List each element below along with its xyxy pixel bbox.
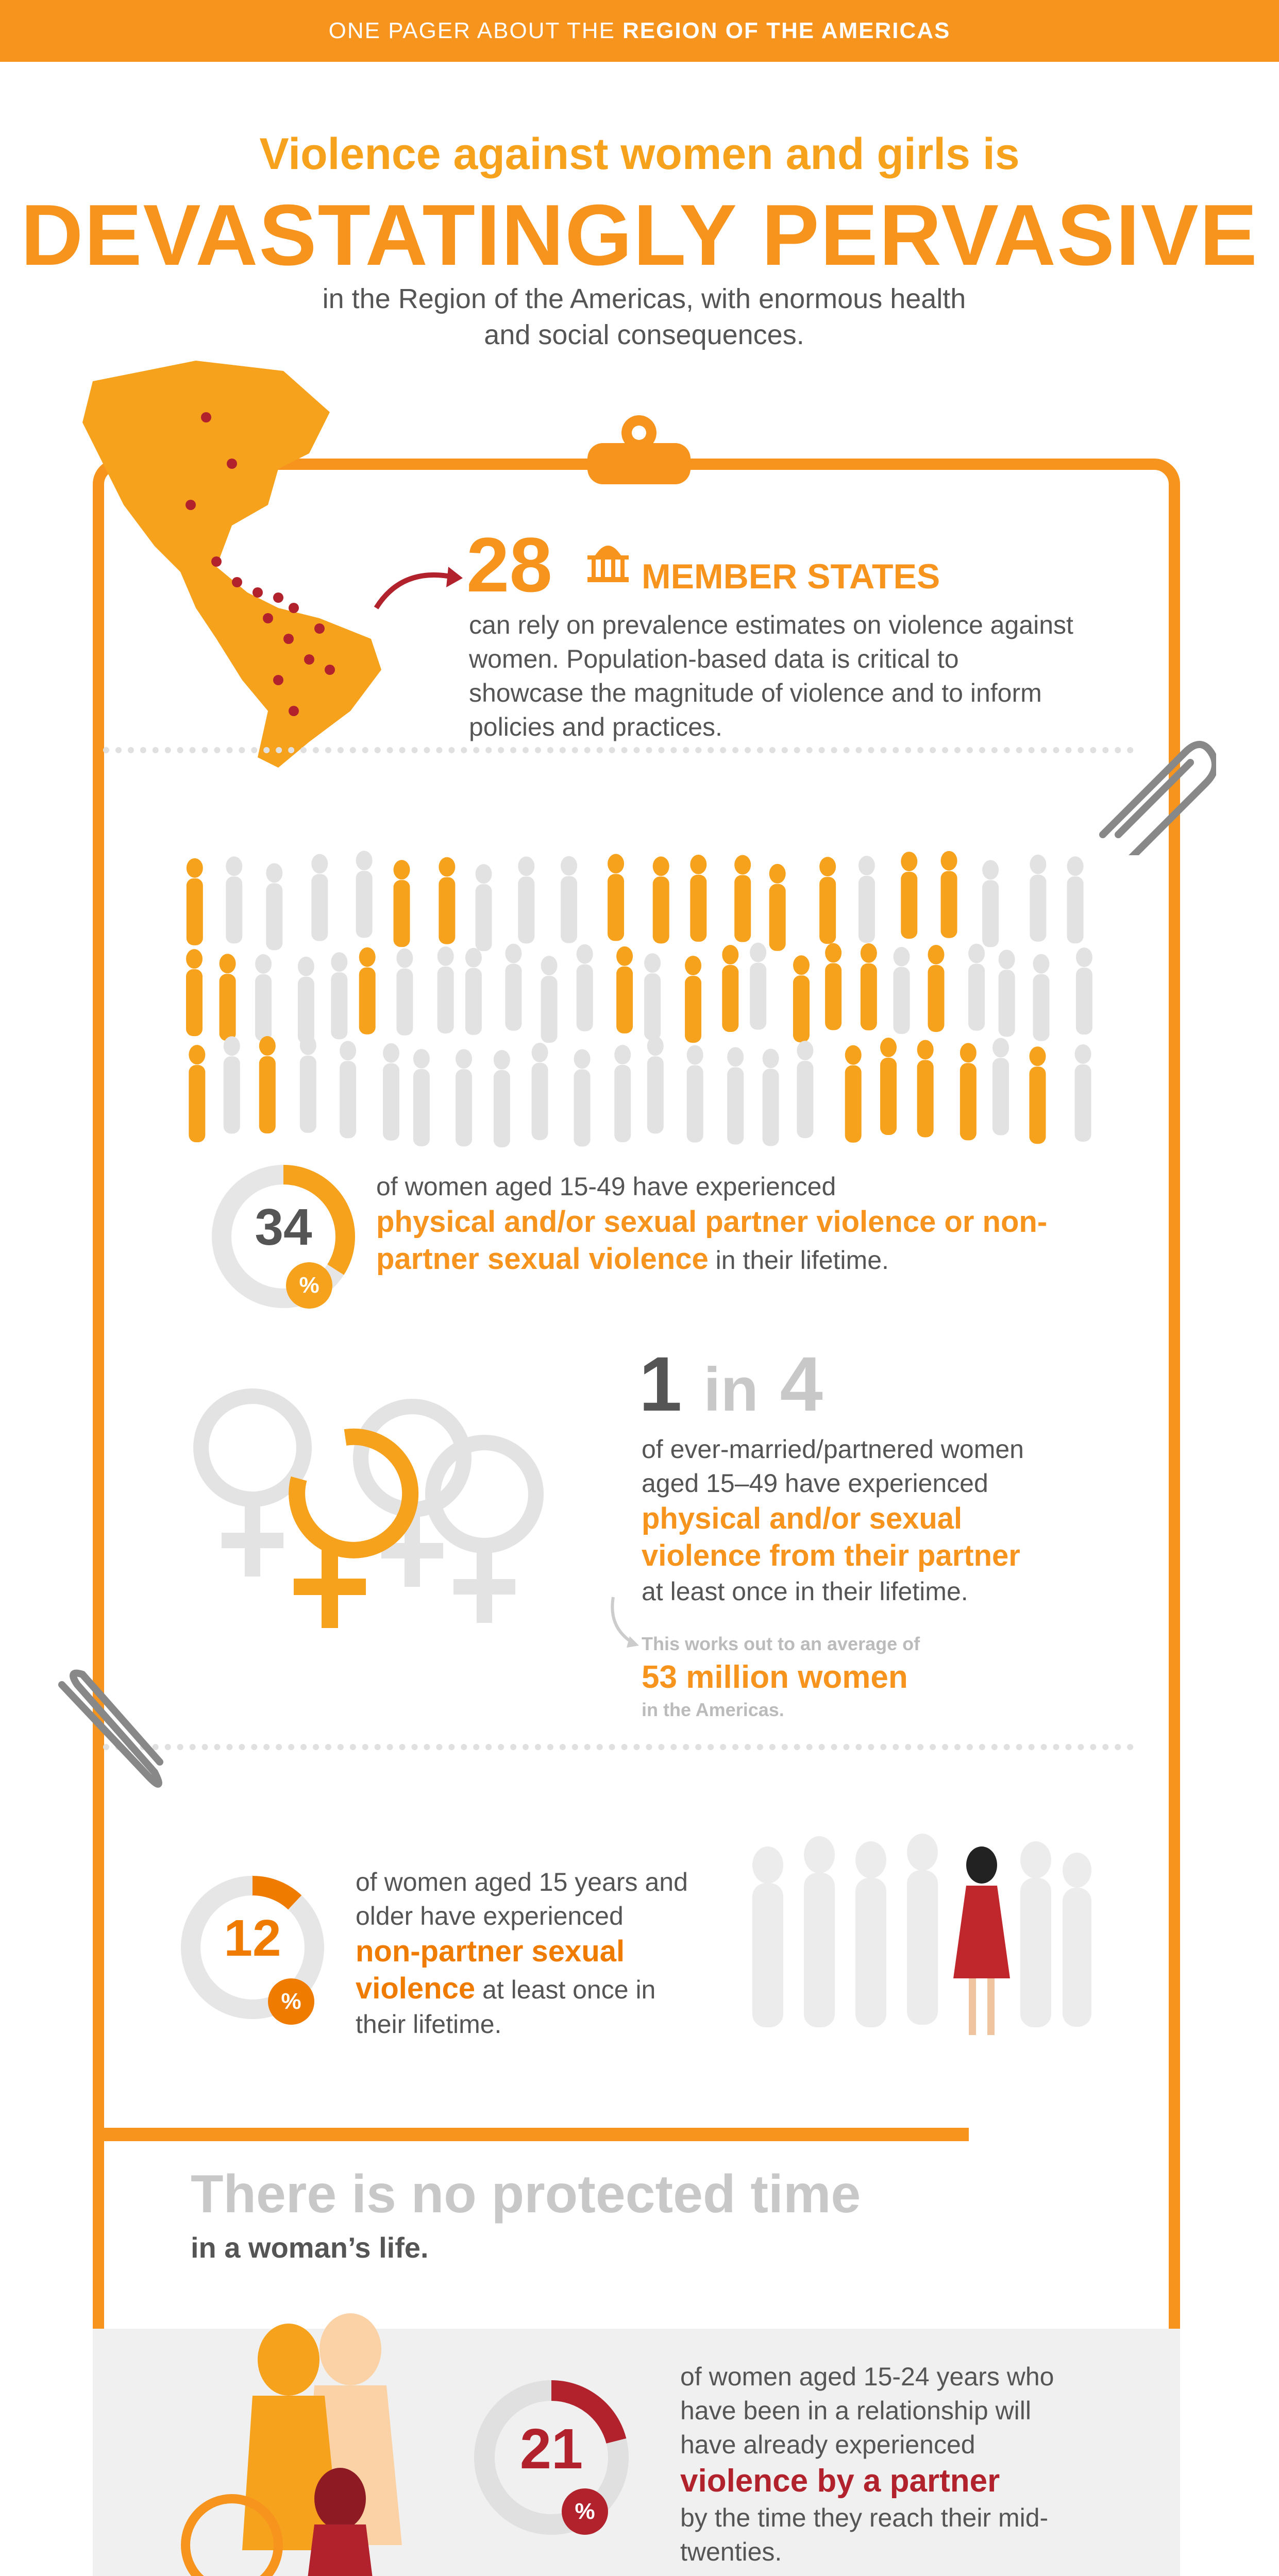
crowd-woman-head <box>331 952 347 972</box>
crowd-woman-body <box>928 965 945 1032</box>
stat-21-text <box>680 2360 1092 2569</box>
crowd-woman-body <box>220 974 236 1041</box>
crowd-woman-body <box>690 875 706 942</box>
crowd-woman-body <box>494 1070 510 1147</box>
stat-12-post: at least once in their lifetime. <box>356 1975 656 2039</box>
crowd-woman-body <box>1029 1066 1046 1144</box>
crowd-woman-head <box>1029 1046 1046 1066</box>
crowd-woman-head <box>928 945 945 964</box>
crowd-woman-head <box>505 944 521 963</box>
crowd-woman-body <box>574 1069 591 1146</box>
crowd-woman-head <box>982 860 999 879</box>
crowd-woman-head <box>439 857 455 877</box>
stat-34-percent-badge: % <box>286 1262 332 1309</box>
stat-1in4-one: 1 <box>639 1341 682 1427</box>
stat-1in4-post: at least once in their lifetime. <box>642 1577 968 1606</box>
crowd-woman-body <box>982 880 999 947</box>
crowd-woman-body <box>311 874 328 941</box>
women-generations-illustration <box>175 2303 464 2576</box>
crowd-woman-head <box>941 851 957 871</box>
crowd-woman-body <box>383 1063 399 1141</box>
crowd-woman-head <box>186 949 203 969</box>
crowd-woman-body <box>476 884 492 951</box>
crowd-woman-head <box>727 1047 744 1066</box>
crowd-woman-head <box>845 1045 862 1065</box>
crowd-woman-body <box>1076 968 1092 1035</box>
crowd-woman-head <box>187 858 203 878</box>
crowd-woman-head <box>465 948 482 968</box>
stat-34-text <box>376 1170 1123 1278</box>
crowd-woman-head <box>616 946 633 966</box>
crowd-woman-head <box>917 1040 934 1059</box>
crowd-woman-head <box>750 943 766 962</box>
crowd-woman-head <box>574 1049 591 1069</box>
crowd-woman-head <box>532 1043 548 1062</box>
crowd-woman-body <box>186 969 203 1036</box>
crowd-woman-head <box>653 856 669 876</box>
crowd-woman-body <box>456 1069 472 1146</box>
crowd-woman-body <box>356 871 373 938</box>
title-line-1: Violence against women and girls is <box>259 129 1020 179</box>
crowd-woman-head <box>968 944 985 963</box>
crowd-woman-head <box>825 943 842 963</box>
stat-12-pre: of women aged 15 years and older have experienced <box>356 1868 688 1930</box>
crowd-woman-body <box>894 967 910 1034</box>
crowd-woman-body <box>999 970 1015 1037</box>
stat-21-bold: violence by a partner <box>680 2463 1000 2499</box>
crowd-woman-head <box>340 1041 356 1060</box>
dotted-divider-2 <box>103 1744 1134 1750</box>
crowd-woman-body <box>255 974 272 1041</box>
crowd-woman-head <box>608 854 624 873</box>
crowd-woman-body <box>259 1056 276 1133</box>
member-states-text: can rely on prevalence estimates on violence against women. Population-based data is critical to showcase the magnitude of violence and to inform policies and practices. <box>469 611 1073 741</box>
crowd-woman-body <box>187 878 203 945</box>
crowd-woman-body <box>901 872 917 939</box>
crowd-woman-head <box>224 1036 240 1056</box>
crowd-woman-body <box>439 877 455 944</box>
stat-34-value: 34 <box>255 1198 312 1256</box>
crowd-woman-body <box>608 874 624 941</box>
crowd-woman-body <box>300 1056 316 1133</box>
crowd-woman-body <box>616 967 633 1033</box>
top-banner-prefix: ONE PAGER ABOUT THE <box>328 18 615 43</box>
paperclip-icon <box>1082 732 1216 855</box>
stat-34-bold: physical and/or sexual partner violence or non-partner sexual violence <box>376 1205 1048 1276</box>
crowd-woman-head <box>259 1036 276 1056</box>
crowd-woman-head <box>413 1049 430 1069</box>
women-silhouettes-illustration <box>737 1824 1098 2056</box>
crowd-woman-body <box>917 1060 934 1137</box>
crowd-woman-body <box>518 876 534 943</box>
crowd-woman-head <box>541 956 558 975</box>
crowd-woman-head <box>266 863 282 883</box>
section-divider <box>93 2128 969 2141</box>
stat-1in4-headline <box>639 1340 823 1429</box>
crowd-woman-head <box>992 1038 1009 1058</box>
stat-12-bold: non-partner sexual violence <box>356 1935 625 2005</box>
crowd-woman-head <box>577 944 593 964</box>
crowd-woman-body <box>769 884 786 951</box>
stat-1in4-bold: physical and/or sexual violence from their partner <box>642 1502 1020 1572</box>
crowd-woman-body <box>819 877 836 944</box>
stat-1in4-note-bold: 53 million women <box>642 1659 908 1695</box>
crowd-woman-head <box>396 948 413 968</box>
crowd-woman-body <box>727 1067 744 1144</box>
stat-21-pre: of women aged 15-24 years who have been in a relationship will have already experienced <box>680 2362 1054 2459</box>
stat-12-value: 12 <box>224 1909 281 1967</box>
protected-title: There is no protected time <box>191 2164 861 2224</box>
stat-1in4-four: 4 <box>780 1341 823 1427</box>
crowd-woman-body <box>394 880 410 947</box>
crowd-woman-body <box>614 1065 631 1142</box>
crowd-woman-head <box>437 946 454 966</box>
stat-34-post: in their lifetime. <box>715 1246 889 1275</box>
crowd-woman-head <box>1033 954 1049 974</box>
crowd-woman-head <box>220 954 236 973</box>
crowd-woman-body <box>968 964 985 1031</box>
crowd-woman-head <box>394 860 410 879</box>
crowd-woman-body <box>1033 974 1049 1041</box>
stat-1in4-pre: of ever-married/partnered women aged 15–49 have experienced <box>642 1435 1024 1498</box>
crowd-woman-body <box>647 1056 664 1133</box>
crowd-woman-body <box>750 963 766 1030</box>
crowd-woman-head <box>383 1043 399 1063</box>
crowd-woman-body <box>685 976 701 1043</box>
crowd-woman-body <box>1030 875 1046 942</box>
crowd-woman-head <box>1067 856 1084 876</box>
capitol-building-icon <box>582 536 634 587</box>
crowd-woman-body <box>1075 1064 1091 1142</box>
crowd-woman-head <box>311 854 328 874</box>
crowd-woman-body <box>644 973 661 1040</box>
crowd-woman-head <box>561 856 577 876</box>
crowd-woman-head <box>797 1041 813 1060</box>
crowd-woman-head <box>1030 855 1046 874</box>
crowd-woman-body <box>653 876 669 943</box>
female-symbols-icon <box>175 1370 598 1669</box>
dotted-divider <box>103 747 1134 753</box>
crowd-woman-body <box>960 1063 977 1140</box>
crowd-woman-head <box>518 856 534 876</box>
crowd-woman-head <box>999 950 1015 969</box>
crowd-woman-body <box>577 964 593 1031</box>
crowd-woman-body <box>880 1058 897 1135</box>
crowd-woman-body <box>941 871 957 938</box>
crowd-woman-head <box>819 857 836 876</box>
crowd-woman-body <box>465 968 482 1035</box>
protected-subtitle: in a woman’s life. <box>191 2231 429 2264</box>
title-headline: DEVASTATINGLY PERVASIVE <box>21 187 1258 283</box>
crowd-woman-body <box>687 1065 703 1143</box>
crowd-woman-head <box>894 947 910 967</box>
title-subtitle: in the Region of the Americas, with enormous health and social consequences. <box>322 283 966 350</box>
crowd-woman-head <box>647 1036 664 1056</box>
crowd-woman-head <box>859 856 875 875</box>
crowd-woman-head <box>901 852 917 871</box>
crowd-woman-head <box>960 1043 977 1062</box>
arrow-icon <box>371 556 464 618</box>
stat-21-post: by the time they reach their mid-twenties. <box>680 2503 1049 2566</box>
crowd-woman-head <box>685 956 701 975</box>
crowd-woman-head <box>1076 947 1092 967</box>
crowd-woman-body <box>561 876 577 943</box>
crowd-woman-body <box>861 963 877 1030</box>
crowd-woman-body <box>505 964 521 1031</box>
crowd-woman-body <box>413 1069 430 1146</box>
crowd-woman-body <box>340 1061 356 1138</box>
crowd-woman-head <box>614 1045 631 1064</box>
crowd-woman-body <box>437 967 454 1033</box>
crowd-woman-body <box>797 1061 813 1138</box>
crowd-woman-head <box>476 864 492 884</box>
stat-1in4-text <box>642 1432 1069 1608</box>
crowd-woman-body <box>266 883 282 950</box>
crowd-woman-head <box>880 1038 897 1057</box>
crowd-woman-body <box>992 1058 1009 1136</box>
crowd-woman-body <box>359 968 376 1035</box>
stat-12-text <box>356 1865 706 2041</box>
stat-12-percent-badge: % <box>268 1978 314 2025</box>
crowd-woman-body <box>722 965 738 1032</box>
crowd-woman-head <box>1075 1044 1091 1064</box>
crowd-woman-head <box>356 851 373 870</box>
crowd-woman-head <box>722 945 738 964</box>
paperclip-icon-2 <box>46 1664 180 1798</box>
crowd-woman-body <box>226 876 242 943</box>
crowd-woman-head <box>359 947 376 967</box>
stat-21-percent-badge: % <box>562 2488 608 2535</box>
crowd-woman-head <box>644 953 661 973</box>
crowd-woman-head <box>300 1036 316 1055</box>
crowd-woman-body <box>763 1069 779 1146</box>
crowd-woman-body <box>1067 876 1084 943</box>
curved-arrow-icon <box>603 1592 644 1654</box>
crowd-woman-head <box>793 955 810 975</box>
crowd-woman-head <box>189 1045 205 1064</box>
crowd-woman-body <box>845 1065 862 1143</box>
crowd-woman-body <box>189 1065 205 1142</box>
crowd-woman-body <box>793 975 810 1042</box>
crowd-woman-body <box>331 972 347 1039</box>
crowd-woman-body <box>825 963 842 1030</box>
crowd-woman-body <box>396 969 413 1036</box>
stat-1in4-in: in <box>703 1355 759 1424</box>
crowd-woman-body <box>859 876 875 943</box>
stat-1in4-note-pre: This works out to an average of <box>642 1633 920 1654</box>
crowd-woman-head <box>456 1049 472 1069</box>
member-states-label: MEMBER STATES <box>642 557 940 596</box>
crowd-woman-head <box>226 856 242 876</box>
crowd-woman-head <box>494 1050 510 1070</box>
crowd-woman-head <box>734 855 751 875</box>
crowd-woman-head <box>763 1048 779 1068</box>
crowd-woman-body <box>298 977 314 1044</box>
crowd-woman-head <box>255 954 272 974</box>
top-banner <box>0 0 1279 62</box>
crowd-woman-head <box>861 943 877 963</box>
crowd-woman-body <box>541 976 558 1043</box>
crowd-woman-body <box>224 1056 240 1133</box>
crowd-woman-head <box>690 855 706 874</box>
stat-1in4-note-post: in the Americas. <box>642 1699 784 1720</box>
stat-34-pre: of women aged 15-49 have experienced <box>376 1172 836 1201</box>
crowd-woman-head <box>769 864 786 884</box>
top-banner-region: REGION OF THE AMERICAS <box>622 18 951 43</box>
crowd-woman-body <box>734 875 751 942</box>
crowd-woman-head <box>687 1045 703 1065</box>
crowd-woman-head <box>298 957 314 976</box>
member-states-number: 28 <box>466 521 552 608</box>
crowd-of-women-illustration <box>170 840 1113 1149</box>
stat-21-value: 21 <box>519 2417 583 2481</box>
crowd-woman-body <box>532 1063 548 1140</box>
clipboard-clip-icon <box>582 412 696 484</box>
